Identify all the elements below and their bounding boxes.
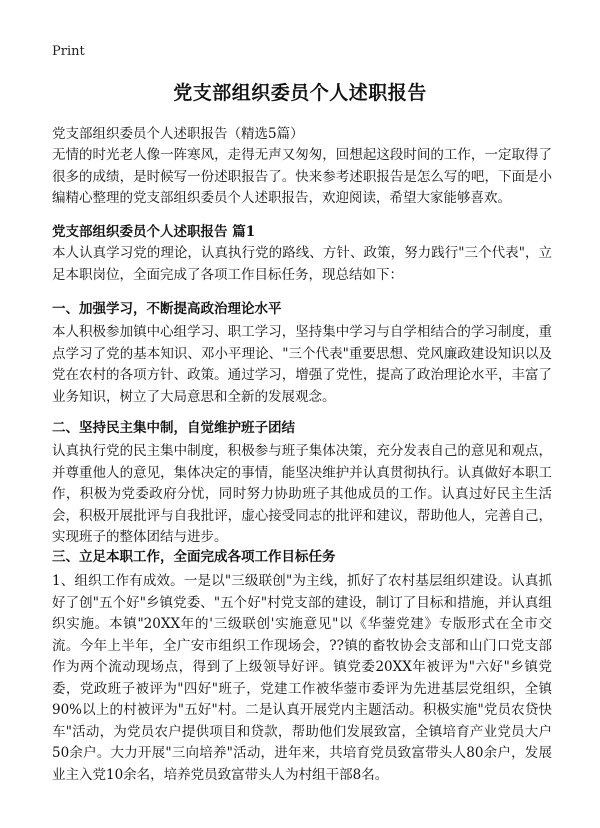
section-intro-paragraph: 本人认真学习党的理论，认真执行党的路线、方针、政策，努力践行"三个代表"，立足本职岗位，全面完成了各项工作目标任务，现总结如下： [52,245,552,283]
paragraph-1: 本人积极参加镇中心组学习、职工学习，坚持集中学习与自学相结合的学习制度，重点学习了党的基本知识、邓小平理论、"三个代表"重要思想、党风廉政建设知识以及党在农村的各项方针、政策。通过学习，增强了党性，提高了政治理论水平，丰富了业务知识，树立了大局意思和全新的发展观念。 [52,324,552,405]
print-link[interactable]: Print [52,44,85,59]
heading-1: 一、加强学习，不断提高政治理论水平 [52,301,282,317]
section-title: 党支部组织委员个人述职报告 篇1 [52,224,256,240]
paragraph-2: 认真执行党的民主集中制度，积极参与班子集体决策，充分发表自己的意见和观点，并尊重他人的意见，集体决定的事情，能坚决维护并认真贯彻执行。认真做好本职工作，积极为党委政府分忧，同时努力协助班子其他成员的工作。认真过好民主生活会，积极开展批评与自我批评，虚心接受同志的批评和建议，帮助他人，完善自己，实现班子的整体团结与进步。 [52,443,552,545]
heading-2: 二、坚持民主集中制，自觉维护班子团结 [52,420,295,436]
intro-paragraph: 无情的时光老人像一阵寒风，走得无声又匆匆，回想起这段时间的工作，一定取得了很多的成绩，是时候写一份述职报告了。快来参考述职报告是怎么写的吧，下面是小编精心整理的党支部组织委员个人述职报告，欢迎阅读，希望大家能够喜欢。 [52,147,552,206]
page-title: 党支部组织委员个人述职报告 [173,82,427,104]
document-subtitle: 党支部组织委员个人述职报告（精选5篇） [52,126,304,142]
heading-3: 三、立足本职工作，全面完成各项工作目标任务 [52,549,336,565]
paragraph-3: 1、组织工作有成效。一是以"三级联创"为主线，抓好了农村基层组织建设。认真抓好了创"五个好"乡镇党委、"五个好"村党支部的建设，制订了目标和措施，并认真组织实施。本镇"20XX年的'三级联创'实施意见"以《华蓥党建》专版形式在全市交流。今年上半年，全广安市组织工作现场会，??镇的畜牧协会支部和山门口党支部作为两个流动现场点，得到了上级领导好评。镇党委20XX年被评为"六好"乡镇党委，党政班子被评为"四好"班子，党建工作被华蓥市委评为先进基层党组织，全镇90%以上的村被评为"五好"村。二是认真开展党内主题活动。积极实施"党员农贷快车"活动，为党员农户提供项目和贷款，帮助他们发展致富，全镇培育产业党员大户50余户。大力开展"三向培养"活动，进年来，共培育党员致富带头人80余户，发展业主入党10余名，培养党员致富带头人为村组干部8名。 [52,573,552,783]
